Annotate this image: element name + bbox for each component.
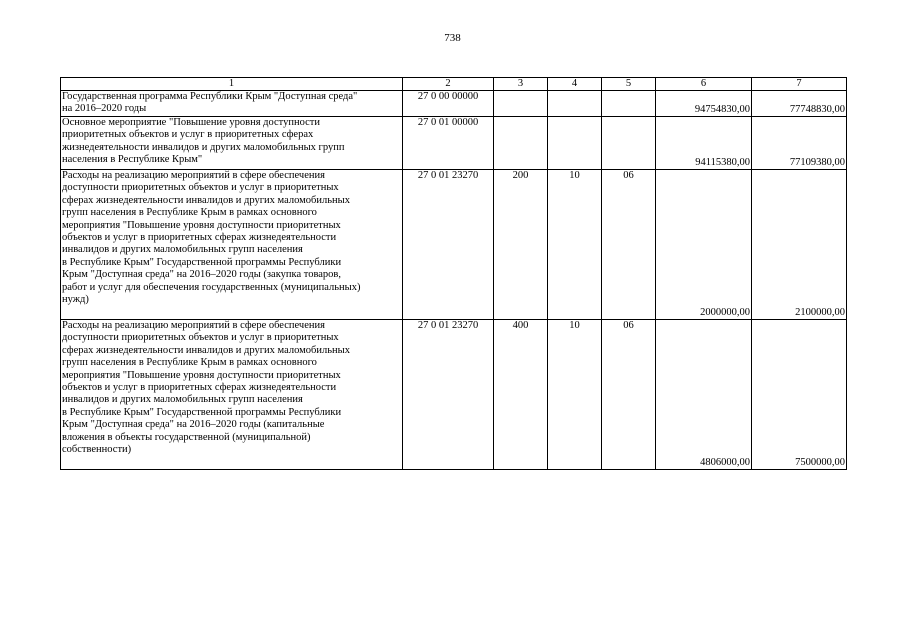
row-expense-type	[494, 117, 548, 170]
header-col-5: 5	[602, 78, 656, 91]
row-amount-col7: 7500000,00	[752, 320, 847, 470]
page-number: 738	[444, 32, 461, 44]
row-target-code: 27 0 01 23270	[403, 170, 494, 320]
row-expense-type: 200	[494, 170, 548, 320]
row-description: Расходы на реализацию мероприятий в сфере обеспечения доступности приоритетных объектов и услуг в приоритетных сферах жизнедеятельности инвалидов и других маломобильных групп населения в Республике Крым в рамках основного мероприятия "Повышение уровня доступности приоритетных объектов и услуг в приоритетных сферах жизнедеятельности инвалидов и других маломобильных групп населения в Республике Крым" Государственной программы Республики Крым "Доступная среда" на 2016–2020 годы (капитальные вложения в объекты государственной (муниципальной) собственности)	[61, 320, 403, 470]
header-col-1: 1	[61, 78, 403, 91]
row-subsection	[602, 117, 656, 170]
row-section	[548, 117, 602, 170]
row-section	[548, 91, 602, 117]
header-col-7: 7	[752, 78, 847, 91]
row-amount-col7: 77748830,00	[752, 91, 847, 117]
row-expense-type	[494, 91, 548, 117]
row-description: Расходы на реализацию мероприятий в сфере обеспечения доступности приоритетных объектов и услуг в приоритетных сферах жизнедеятельности инвалидов и других маломобильных групп населения в Республике Крым в рамках основного мероприятия "Повышение уровня доступности приоритетных объектов и услуг в приоритетных сферах жизнедеятельности инвалидов и других маломобильных групп населения в Республике Крым" Государственной программы Республики Крым "Доступная среда" на 2016–2020 годы (закупка товаров, работ и услуг для обеспечения государственных (муниципальных) нужд)	[61, 170, 403, 320]
table-row	[61, 91, 847, 117]
table-row	[61, 117, 847, 170]
header-col-3: 3	[494, 78, 548, 91]
row-expense-type: 400	[494, 320, 548, 470]
table-row	[61, 170, 847, 320]
header-row	[61, 78, 847, 91]
header-col-4: 4	[548, 78, 602, 91]
header-col-6: 6	[656, 78, 752, 91]
row-amount-col6: 94754830,00	[656, 91, 752, 117]
row-amount-col6: 4806000,00	[656, 320, 752, 470]
row-section: 10	[548, 320, 602, 470]
row-subsection: 06	[602, 170, 656, 320]
row-target-code: 27 0 00 00000	[403, 91, 494, 117]
row-target-code: 27 0 01 23270	[403, 320, 494, 470]
row-subsection: 06	[602, 320, 656, 470]
budget-table	[60, 77, 847, 470]
table-row	[61, 320, 847, 470]
row-description: Государственная программа Республики Крым "Доступная среда" на 2016–2020 годы	[61, 91, 403, 117]
row-subsection	[602, 91, 656, 117]
row-description: Основное мероприятие "Повышение уровня доступности приоритетных объектов и услуг в приоритетных сферах жизнедеятельности инвалидов и других маломобильных групп населения в Республике Крым"	[61, 117, 403, 170]
row-target-code: 27 0 01 00000	[403, 117, 494, 170]
row-section: 10	[548, 170, 602, 320]
row-amount-col6: 94115380,00	[656, 117, 752, 170]
row-amount-col7: 2100000,00	[752, 170, 847, 320]
row-amount-col7: 77109380,00	[752, 117, 847, 170]
header-col-2: 2	[403, 78, 494, 91]
row-amount-col6: 2000000,00	[656, 170, 752, 320]
